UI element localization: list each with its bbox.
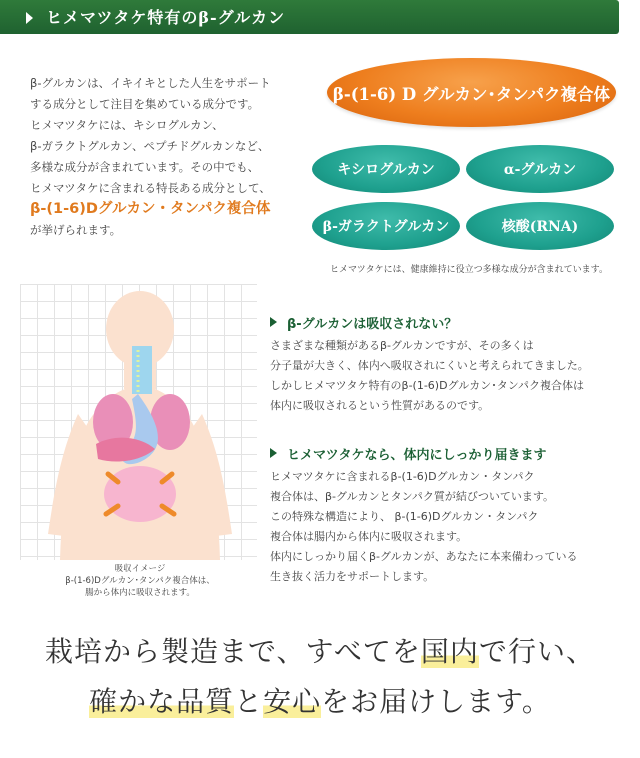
- caption-line: 腸から体内に吸収されます。: [85, 588, 195, 598]
- body-line: ヒメマツタケに含まれるβ-(1-6)Dグルカン・タンパク: [270, 470, 535, 483]
- component-oval: β-ガラクトグルカン: [312, 202, 460, 250]
- closing-text: 栽培から製造まで、すべてを: [45, 635, 421, 668]
- section-header: [0, 0, 619, 34]
- triangle-icon: [270, 448, 277, 458]
- body-line: 分子量が大きく、体内へ吸収されにくいと考えられてきました。: [270, 359, 589, 372]
- body-illustration-svg: [20, 284, 257, 560]
- component-oval: キシログルカン: [312, 145, 460, 193]
- section-delivery: [270, 444, 630, 587]
- closing-line-2: [0, 680, 640, 720]
- triangle-icon: [270, 317, 277, 327]
- intro-text: [30, 73, 320, 241]
- intro-line: ヒメマツタケには、キシログルカン、: [30, 118, 224, 132]
- intro-line: が挙げられます。: [30, 223, 122, 237]
- intro-line: ヒメマツタケに含まれる特長ある成分として、: [30, 181, 271, 195]
- closing-text: と: [234, 685, 264, 718]
- section-heading-text: β-グルカンは吸収されない？: [287, 317, 458, 332]
- body-line: さまざまな種類があるβ-グルカンですが、その多くは: [270, 339, 534, 352]
- body-line: 複合体は腸内から体内に吸収されます。: [270, 530, 468, 543]
- closing-marked-text: 確かな品質: [89, 685, 235, 718]
- closing-line-1: [0, 630, 640, 670]
- section-body: [270, 336, 630, 416]
- closing-text: をお届けします。: [321, 685, 551, 718]
- triangle-icon: [26, 12, 33, 24]
- intro-line: 多様な成分が含まれています。その中でも、: [30, 160, 260, 174]
- intro-line: β-グルカンは、イキイキとした人生をサポート: [30, 76, 271, 90]
- body-line: 体内に吸収されるという性質があるのです。: [270, 399, 490, 412]
- closing-text: で行い、: [478, 635, 595, 668]
- body-line: しかしヒメマツタケ特有のβ-(1-6)Dグルカン･タンパク複合体は: [270, 379, 584, 392]
- component-oval: α-グルカン: [466, 145, 614, 193]
- intestines-shape: [104, 466, 176, 522]
- closing-marked-text: 国内: [420, 635, 479, 668]
- intro-highlight: β-(1-6)Dグルカン・タンパク複合体: [30, 201, 271, 217]
- body-line: 生き抜く活力をサポートします。: [270, 570, 435, 583]
- closing-marked-text: 安心: [263, 685, 322, 718]
- illustration-caption: [40, 563, 240, 599]
- section-body: [270, 467, 630, 587]
- intro-line: β-ガラクトグルカン、ペプチドグルカンなど、: [30, 139, 270, 153]
- esophagus-shape: [132, 346, 152, 394]
- body-line: この特殊な構造により、 β-(1-6)Dグルカン・タンパク: [270, 510, 539, 523]
- caption-line: 吸収イメージ: [114, 564, 166, 574]
- section-heading: [270, 313, 630, 332]
- intro-line: する成分として注目を集めている成分です。: [30, 97, 260, 111]
- body-illustration: [20, 284, 257, 560]
- component-oval: 核酸(RNA): [466, 202, 614, 250]
- main-component-oval: β-(1-6) D グルカン･タンパク複合体: [327, 58, 616, 127]
- body-line: 体内にしっかり届くβ-グルカンが、あなたに本来備わっている: [270, 550, 578, 563]
- section-heading-text: ヒメマツタケなら、体内にしっかり届きます: [287, 448, 547, 463]
- section-absorption: [270, 313, 630, 416]
- section-heading: [270, 444, 630, 463]
- caption-line: β-(1-6)Dグルカン･タンパク複合体は、: [65, 576, 215, 586]
- header-title: ヒメマツタケ特有のβ-グルカン: [46, 8, 286, 27]
- body-line: 複合体は、β-グルカンとタンパク質が結びついています。: [270, 490, 555, 503]
- components-caption: ヒメマツタケには、健康維持に役立つ多様な成分が含まれています。: [330, 265, 608, 275]
